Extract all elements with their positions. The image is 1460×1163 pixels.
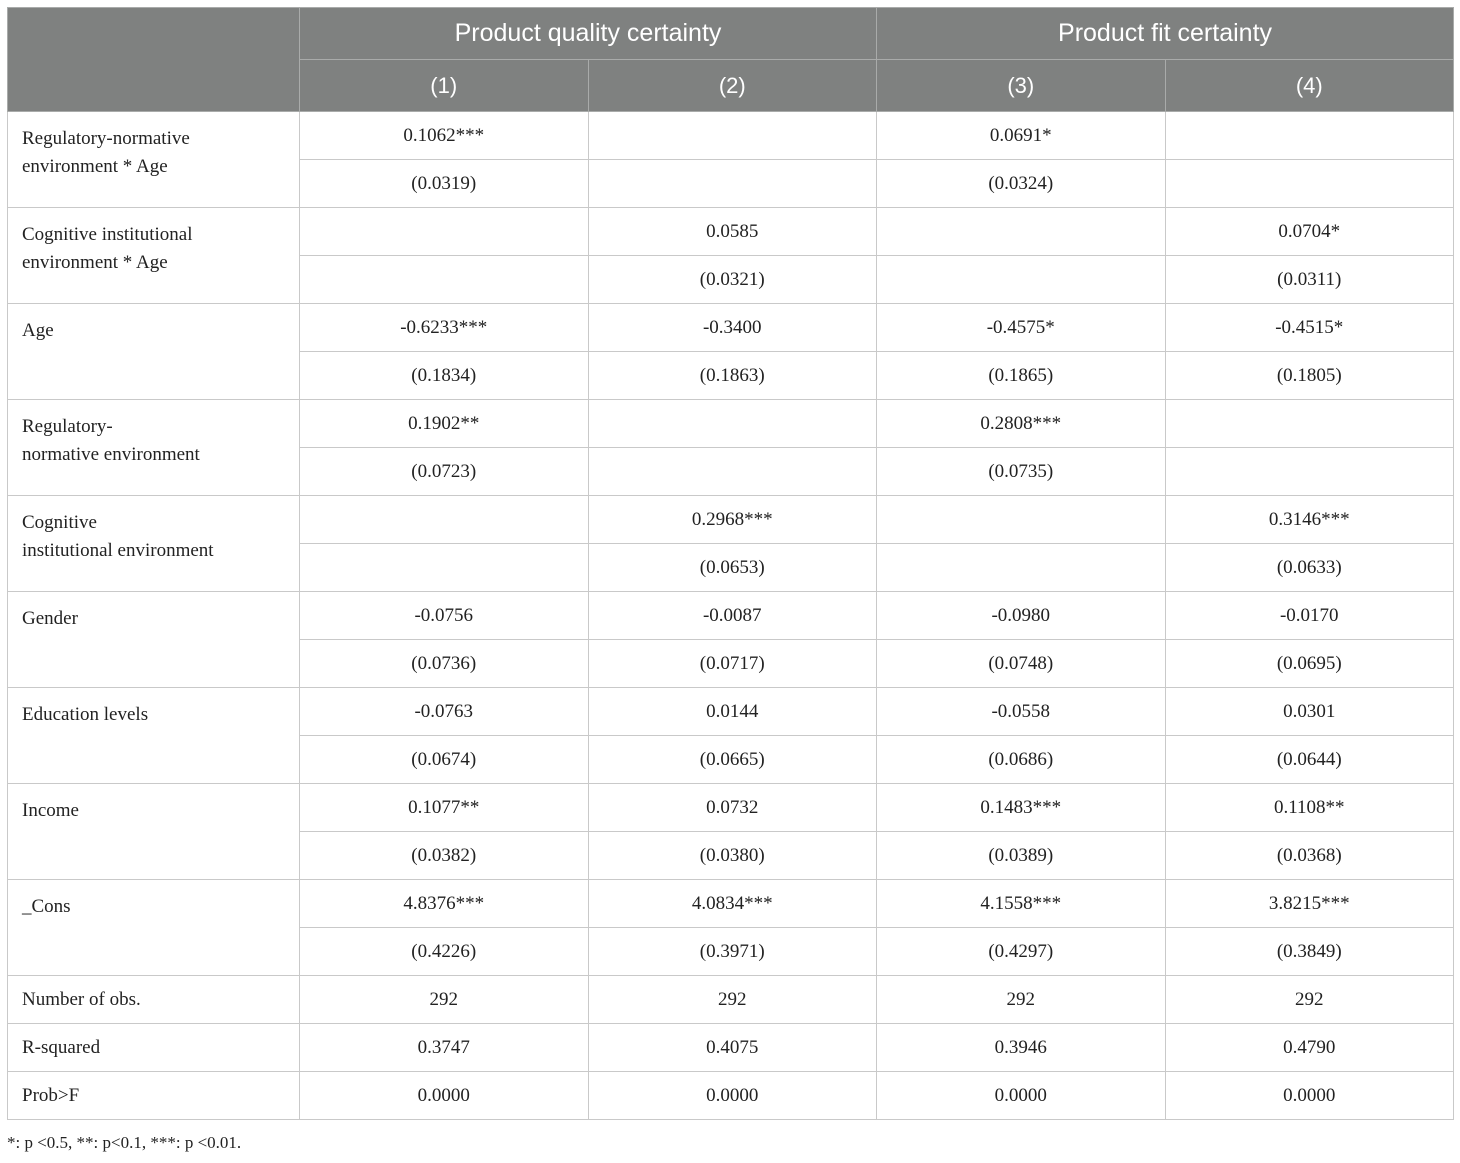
table-row-coefficient	[8, 304, 1454, 352]
coefficient-cell	[1165, 112, 1454, 160]
standard-error-cell: (0.0380)	[588, 832, 877, 880]
standard-error-cell: (0.0665)	[588, 736, 877, 784]
row-label-line: Education levels	[22, 704, 149, 725]
header-group-row	[8, 8, 1454, 60]
row-label-line: Regulatory-normative	[22, 128, 190, 149]
header-col-3: (3)	[877, 60, 1166, 112]
row-label-line: Gender	[22, 608, 78, 629]
coefficient-cell: 0.1108**	[1165, 784, 1454, 832]
statistic-value: 292	[588, 976, 877, 1024]
coefficient-cell: 0.1062***	[300, 112, 589, 160]
header-group-quality: Product quality certainty	[300, 8, 877, 60]
standard-error-cell	[877, 544, 1166, 592]
row-label	[8, 112, 300, 208]
standard-error-cell: (0.4297)	[877, 928, 1166, 976]
row-label	[8, 592, 300, 688]
table-row-coefficient	[8, 592, 1454, 640]
standard-error-cell: (0.4226)	[300, 928, 589, 976]
standard-error-cell: (0.3971)	[588, 928, 877, 976]
coefficient-cell	[588, 400, 877, 448]
standard-error-cell: (0.0695)	[1165, 640, 1454, 688]
table-header	[8, 8, 1454, 112]
coefficient-cell: 3.8215***	[1165, 880, 1454, 928]
standard-error-cell: (0.0644)	[1165, 736, 1454, 784]
standard-error-cell: (0.0653)	[588, 544, 877, 592]
standard-error-cell: (0.0735)	[877, 448, 1166, 496]
coefficient-cell: 0.2968***	[588, 496, 877, 544]
standard-error-cell: (0.1834)	[300, 352, 589, 400]
standard-error-cell: (0.0389)	[877, 832, 1166, 880]
coefficient-cell	[300, 208, 589, 256]
coefficient-cell: -0.0558	[877, 688, 1166, 736]
row-label	[8, 208, 300, 304]
standard-error-cell	[300, 544, 589, 592]
header-col-2: (2)	[588, 60, 877, 112]
coefficient-cell: 0.0704*	[1165, 208, 1454, 256]
standard-error-cell	[877, 256, 1166, 304]
row-label	[8, 304, 300, 400]
header-col-4: (4)	[1165, 60, 1454, 112]
table-row-coefficient	[8, 208, 1454, 256]
standard-error-cell: (0.1863)	[588, 352, 877, 400]
row-label	[8, 496, 300, 592]
header-col-1: (1)	[300, 60, 589, 112]
statistic-value: 0.4790	[1165, 1024, 1454, 1072]
regression-table-container	[7, 7, 1453, 1120]
row-label-line: institutional environment	[22, 540, 214, 561]
row-label-line: Regulatory-	[22, 416, 113, 437]
coefficient-cell: 0.0301	[1165, 688, 1454, 736]
coefficient-cell: 0.1483***	[877, 784, 1166, 832]
standard-error-cell	[300, 256, 589, 304]
table-row-coefficient	[8, 688, 1454, 736]
standard-error-cell	[1165, 160, 1454, 208]
standard-error-cell: (0.0382)	[300, 832, 589, 880]
coefficient-cell: 0.0585	[588, 208, 877, 256]
coefficient-cell: -0.6233***	[300, 304, 589, 352]
statistic-value: 0.4075	[588, 1024, 877, 1072]
coefficient-cell	[877, 208, 1166, 256]
standard-error-cell: (0.0717)	[588, 640, 877, 688]
statistic-value: 0.0000	[1165, 1072, 1454, 1120]
table-row-coefficient	[8, 400, 1454, 448]
statistic-value: 0.0000	[300, 1072, 589, 1120]
coefficient-cell: -0.4575*	[877, 304, 1166, 352]
header-group-fit: Product fit certainty	[877, 8, 1454, 60]
coefficient-cell: 0.1902**	[300, 400, 589, 448]
coefficient-cell: 0.2808***	[877, 400, 1166, 448]
table-row-statistic	[8, 976, 1454, 1024]
standard-error-cell: (0.0686)	[877, 736, 1166, 784]
coefficient-cell: 4.0834***	[588, 880, 877, 928]
table-body	[8, 112, 1454, 1120]
coefficient-cell: -0.0763	[300, 688, 589, 736]
standard-error-cell: (0.0324)	[877, 160, 1166, 208]
statistic-label: R-squared	[8, 1024, 300, 1072]
standard-error-cell: (0.0736)	[300, 640, 589, 688]
table-row-statistic	[8, 1072, 1454, 1120]
coefficient-cell	[300, 496, 589, 544]
standard-error-cell	[588, 160, 877, 208]
coefficient-cell: -0.0170	[1165, 592, 1454, 640]
coefficient-cell: -0.0980	[877, 592, 1166, 640]
row-label	[8, 400, 300, 496]
standard-error-cell: (0.0321)	[588, 256, 877, 304]
standard-error-cell: (0.3849)	[1165, 928, 1454, 976]
statistic-label: Prob>F	[8, 1072, 300, 1120]
coefficient-cell	[877, 496, 1166, 544]
standard-error-cell: (0.0748)	[877, 640, 1166, 688]
statistic-value: 292	[1165, 976, 1454, 1024]
table-row-coefficient	[8, 880, 1454, 928]
coefficient-cell	[588, 112, 877, 160]
row-label	[8, 688, 300, 784]
coefficient-cell: -0.0087	[588, 592, 877, 640]
coefficient-cell: 4.1558***	[877, 880, 1166, 928]
coefficient-cell: -0.3400	[588, 304, 877, 352]
standard-error-cell: (0.0633)	[1165, 544, 1454, 592]
coefficient-cell	[1165, 400, 1454, 448]
header-corner-cell	[8, 8, 300, 112]
coefficient-cell: 0.0732	[588, 784, 877, 832]
table-row-statistic	[8, 1024, 1454, 1072]
coefficient-cell: -0.0756	[300, 592, 589, 640]
row-label	[8, 784, 300, 880]
statistic-value: 292	[877, 976, 1166, 1024]
standard-error-cell	[1165, 448, 1454, 496]
coefficient-cell: 0.1077**	[300, 784, 589, 832]
statistic-value: 0.3747	[300, 1024, 589, 1072]
coefficient-cell: 4.8376***	[300, 880, 589, 928]
row-label-line: _Cons	[22, 896, 71, 917]
standard-error-cell: (0.0319)	[300, 160, 589, 208]
row-label-line: Cognitive institutional	[22, 224, 193, 245]
statistic-value: 0.0000	[588, 1072, 877, 1120]
row-label-line: normative environment	[22, 444, 200, 465]
standard-error-cell: (0.1865)	[877, 352, 1166, 400]
table-row-coefficient	[8, 784, 1454, 832]
standard-error-cell	[588, 448, 877, 496]
standard-error-cell: (0.0674)	[300, 736, 589, 784]
statistic-value: 0.3946	[877, 1024, 1166, 1072]
row-label	[8, 880, 300, 976]
statistic-value: 0.0000	[877, 1072, 1166, 1120]
standard-error-cell: (0.1805)	[1165, 352, 1454, 400]
statistic-value: 292	[300, 976, 589, 1024]
table-row-coefficient	[8, 496, 1454, 544]
coefficient-cell: -0.4515*	[1165, 304, 1454, 352]
statistic-label: Number of obs.	[8, 976, 300, 1024]
coefficient-cell: 0.0144	[588, 688, 877, 736]
standard-error-cell: (0.0723)	[300, 448, 589, 496]
regression-table	[7, 7, 1454, 1120]
standard-error-cell: (0.0368)	[1165, 832, 1454, 880]
standard-error-cell: (0.0311)	[1165, 256, 1454, 304]
row-label-line: Income	[22, 800, 79, 821]
row-label-line: environment * Age	[22, 252, 168, 273]
significance-footnote: *: p <0.5, **: p<0.1, ***: p <0.01.	[7, 1133, 242, 1152]
table-row-coefficient	[8, 112, 1454, 160]
row-label-line: environment * Age	[22, 156, 168, 177]
coefficient-cell: 0.0691*	[877, 112, 1166, 160]
row-label-line: Age	[22, 320, 54, 341]
coefficient-cell: 0.3146***	[1165, 496, 1454, 544]
row-label-line: Cognitive	[22, 512, 97, 533]
